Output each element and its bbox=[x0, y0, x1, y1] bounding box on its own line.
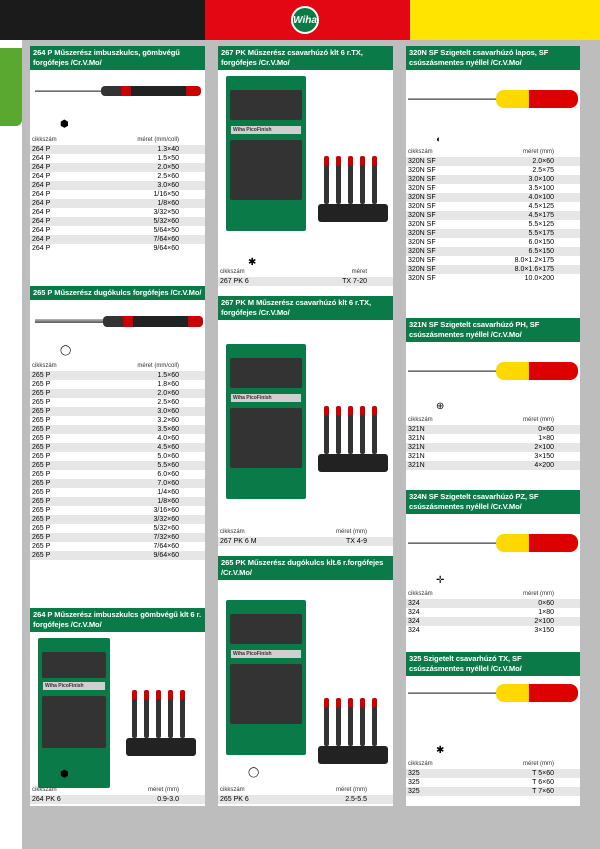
flat-screwdriver-image bbox=[408, 90, 578, 108]
table-row bbox=[30, 163, 205, 172]
cell-size: 4.5×175 bbox=[528, 212, 554, 219]
cell-code: 265 P bbox=[32, 390, 51, 397]
table-row bbox=[30, 488, 205, 497]
table-row bbox=[406, 211, 580, 220]
cell-size: 5.5×175 bbox=[528, 230, 554, 237]
cell-code: 264 P bbox=[32, 236, 51, 243]
section-324n bbox=[406, 490, 580, 514]
table-row bbox=[406, 166, 580, 175]
cell-size: 3/32×50 bbox=[153, 209, 179, 216]
cell-size: 1.5×50 bbox=[157, 155, 179, 162]
table-row bbox=[406, 175, 580, 184]
cell-code: 324 bbox=[408, 600, 420, 607]
cell-code: 265 P bbox=[32, 552, 51, 559]
side-tab bbox=[0, 48, 22, 126]
table-267pkm bbox=[218, 528, 393, 546]
section-title: 267 PK Műszerész csavarhúzó klt 6 r.TX, forgófejes /Cr.V.Mo/ bbox=[218, 46, 393, 70]
table-row bbox=[30, 497, 205, 506]
cell-code: 264 P bbox=[32, 227, 51, 234]
cell-size: 10.0×200 bbox=[524, 275, 554, 282]
table-row bbox=[218, 537, 393, 546]
cell-code: 265 P bbox=[32, 453, 51, 460]
section-325 bbox=[406, 652, 580, 676]
table-row bbox=[30, 208, 205, 217]
section-title: 264 P Műszerész imbuszkulcs gömbvégű klt 6 r. forgófejes /Cr.V.Mo/ bbox=[30, 608, 205, 632]
cell-code: 265 P bbox=[32, 444, 51, 451]
cell-size: 2.5×75 bbox=[532, 167, 554, 174]
section-321n bbox=[406, 318, 580, 342]
table-header: cikkszám méret (mm) bbox=[408, 149, 554, 155]
table-row bbox=[30, 425, 205, 434]
cell-code: 264 P bbox=[32, 191, 51, 198]
cell-code: 265 P bbox=[32, 480, 51, 487]
table-row bbox=[406, 202, 580, 211]
cell-size: 5/32×60 bbox=[153, 218, 179, 225]
torx-symbol-icon: ✱ bbox=[248, 257, 257, 268]
table-row bbox=[406, 274, 580, 283]
table-row bbox=[406, 247, 580, 256]
cell-size: 3.0×60 bbox=[157, 408, 179, 415]
cell-code: 320N SF bbox=[408, 158, 436, 165]
table-header: cikkszám méret (mm) bbox=[408, 417, 554, 423]
column-3 bbox=[406, 46, 580, 806]
cell-code: 320N SF bbox=[408, 203, 436, 210]
table-row bbox=[406, 193, 580, 202]
table-row bbox=[406, 617, 580, 626]
cell-code: 265 P bbox=[32, 426, 51, 433]
cell-code: 321N bbox=[408, 444, 425, 451]
phillips-symbol-icon: ⊕ bbox=[436, 401, 445, 412]
table-row bbox=[30, 181, 205, 190]
cell-size: 2.0×60 bbox=[157, 390, 179, 397]
table-324n bbox=[406, 590, 580, 635]
circle-symbol-icon: ◯ bbox=[248, 767, 260, 778]
table-row bbox=[406, 608, 580, 617]
section-title: 324N SF Szigetelt csavarhúzó PZ, SF csúszásmentes nyéllel /Cr.V.Mo/ bbox=[406, 490, 580, 514]
table-row bbox=[30, 524, 205, 533]
cell-size: TX 7-20 bbox=[342, 278, 367, 285]
table-row bbox=[30, 452, 205, 461]
cell-size: 2.5×60 bbox=[157, 399, 179, 406]
hex-symbol-icon: ⬢ bbox=[60, 769, 69, 780]
cell-size: 2×100 bbox=[534, 618, 554, 625]
kit-267pk-image: Wiha PicoFinish bbox=[226, 76, 391, 236]
table-row bbox=[406, 461, 580, 470]
cell-code: 324 bbox=[408, 627, 420, 634]
torx-screwdriver-image bbox=[408, 684, 578, 702]
cell-code: 320N SF bbox=[408, 194, 436, 201]
cell-size: 3.0×100 bbox=[528, 176, 554, 183]
table-row bbox=[30, 434, 205, 443]
cell-size: 1.8×60 bbox=[157, 381, 179, 388]
cell-size: 4.5×125 bbox=[528, 203, 554, 210]
cell-code: 265 P bbox=[32, 498, 51, 505]
section-title: 325 Szigetelt csavarhúzó TX, SF csúszásmentes nyéllel /Cr.V.Mo/ bbox=[406, 652, 580, 676]
cell-size: 3/32×60 bbox=[153, 516, 179, 523]
section-265pk bbox=[218, 556, 393, 580]
pozidriv-symbol-icon: ✛ bbox=[436, 575, 445, 586]
table-row bbox=[30, 795, 205, 804]
cell-size: 3.0×60 bbox=[157, 182, 179, 189]
section-265p bbox=[30, 286, 205, 300]
cell-size: 9/64×60 bbox=[153, 245, 179, 252]
table-row bbox=[30, 506, 205, 515]
table-row bbox=[30, 235, 205, 244]
section-320n bbox=[406, 46, 580, 70]
cell-code: 324 bbox=[408, 609, 420, 616]
column-2 bbox=[218, 46, 393, 806]
cell-size: 8.0×1.2×175 bbox=[514, 257, 554, 264]
cell-size: 0.9-3.0 bbox=[157, 796, 179, 803]
circle-symbol-icon: ◯ bbox=[60, 345, 72, 356]
table-row bbox=[30, 190, 205, 199]
cell-code: 265 P bbox=[32, 372, 51, 379]
cell-code: 265 P bbox=[32, 399, 51, 406]
cell-code: 265 P bbox=[32, 408, 51, 415]
table-row bbox=[406, 626, 580, 635]
table-row bbox=[406, 599, 580, 608]
cell-code: 265 P bbox=[32, 516, 51, 523]
section-267pk bbox=[218, 46, 393, 70]
cell-code: 265 P bbox=[32, 534, 51, 541]
cell-size: 1.3×40 bbox=[157, 146, 179, 153]
cell-code: 265 P bbox=[32, 462, 51, 469]
cell-size: 4×200 bbox=[534, 462, 554, 469]
table-row bbox=[218, 277, 393, 286]
cell-size: 6.0×150 bbox=[528, 239, 554, 246]
cell-code: 265 P bbox=[32, 525, 51, 532]
cell-code: 264 P bbox=[32, 209, 51, 216]
cell-size: T 5×60 bbox=[532, 770, 554, 777]
table-row bbox=[30, 407, 205, 416]
cell-code: 264 PK 6 bbox=[32, 796, 61, 803]
cell-code: 320N SF bbox=[408, 248, 436, 255]
table-row bbox=[406, 265, 580, 274]
cell-size: 5/32×60 bbox=[153, 525, 179, 532]
hex-symbol-icon: ⬢ bbox=[60, 119, 69, 130]
cell-size: 8.0×1.6×175 bbox=[514, 266, 554, 273]
table-row bbox=[30, 154, 205, 163]
cell-code: 320N SF bbox=[408, 167, 436, 174]
table-row bbox=[406, 256, 580, 265]
table-row bbox=[30, 470, 205, 479]
cell-size: T 7×60 bbox=[532, 788, 554, 795]
table-row bbox=[30, 533, 205, 542]
table-header: cikkszám méret (mm) bbox=[408, 591, 554, 597]
table-row bbox=[218, 795, 393, 804]
cell-size: 1/4×60 bbox=[157, 489, 179, 496]
table-row bbox=[30, 199, 205, 208]
table-row bbox=[30, 380, 205, 389]
cell-size: 4.0×100 bbox=[528, 194, 554, 201]
cell-code: 320N SF bbox=[408, 275, 436, 282]
cell-code: 325 bbox=[408, 788, 420, 795]
table-264pk bbox=[30, 786, 205, 804]
cell-code: 320N SF bbox=[408, 212, 436, 219]
cell-size: 6.5×150 bbox=[528, 248, 554, 255]
section-267pkm bbox=[218, 296, 393, 320]
table-row bbox=[406, 778, 580, 787]
table-row bbox=[406, 238, 580, 247]
cell-code: 265 P bbox=[32, 435, 51, 442]
table-row bbox=[406, 769, 580, 778]
cell-size: 0×60 bbox=[538, 600, 554, 607]
cell-code: 320N SF bbox=[408, 221, 436, 228]
pozidriv-screwdriver-image bbox=[408, 534, 578, 552]
cell-size: 5/64×50 bbox=[153, 227, 179, 234]
table-row bbox=[30, 145, 205, 154]
cell-code: 321N bbox=[408, 462, 425, 469]
table-row bbox=[30, 443, 205, 452]
cell-size: 1/16×50 bbox=[153, 191, 179, 198]
cell-code: 321N bbox=[408, 426, 425, 433]
cell-size: 0×60 bbox=[538, 426, 554, 433]
hex-screwdriver-image bbox=[35, 86, 203, 96]
section-264p bbox=[30, 46, 205, 70]
cell-size: 2.5-5.5 bbox=[345, 796, 367, 803]
cell-code: 265 P bbox=[32, 507, 51, 514]
cell-code: 320N SF bbox=[408, 266, 436, 273]
cell-size: 3.5×60 bbox=[157, 426, 179, 433]
table-265p bbox=[30, 362, 205, 560]
cell-size: 7.0×60 bbox=[157, 480, 179, 487]
section-title: 321N SF Szigetelt csavarhúzó PH, SF csúszásmentes nyéllel /Cr.V.Mo/ bbox=[406, 318, 580, 342]
cell-code: 264 P bbox=[32, 182, 51, 189]
cell-code: 265 P bbox=[32, 543, 51, 550]
table-row bbox=[30, 416, 205, 425]
cell-size: 4.0×60 bbox=[157, 435, 179, 442]
table-row bbox=[406, 229, 580, 238]
cell-size: 5.5×60 bbox=[157, 462, 179, 469]
section-title: 320N SF Szigetelt csavarhúzó lapos, SF csúszásmentes nyéllel /Cr.V.Mo/ bbox=[406, 46, 580, 70]
cell-size: 5.0×60 bbox=[157, 453, 179, 460]
table-row bbox=[406, 787, 580, 796]
table-row bbox=[30, 461, 205, 470]
cell-code: 264 P bbox=[32, 173, 51, 180]
cell-code: 325 bbox=[408, 770, 420, 777]
cell-size: 1/8×60 bbox=[157, 498, 179, 505]
cell-size: 4.5×60 bbox=[157, 444, 179, 451]
table-row bbox=[406, 452, 580, 461]
torx-symbol-icon: ✱ bbox=[436, 745, 445, 756]
cell-code: 264 P bbox=[32, 155, 51, 162]
table-header: cikkszám méret (mm/coll) bbox=[32, 363, 179, 369]
header-band-yellow bbox=[410, 0, 600, 40]
table-row bbox=[30, 479, 205, 488]
cell-size: 1×80 bbox=[538, 609, 554, 616]
cell-size: 9/64×60 bbox=[153, 552, 179, 559]
table-row bbox=[30, 398, 205, 407]
cell-code: 265 P bbox=[32, 471, 51, 478]
section-264pk bbox=[30, 608, 205, 632]
kit-264pk-image: Wiha PicoFinish bbox=[38, 638, 198, 798]
phillips-screwdriver-image bbox=[408, 362, 578, 380]
cell-size: 3×150 bbox=[534, 627, 554, 634]
cell-code: 265 P bbox=[32, 381, 51, 388]
section-title: 267 PK M Műszerész csavarhúzó klt 6 r.TX, forgófejes /Cr.V.Mo/ bbox=[218, 296, 393, 320]
section-title: 265 P Műszerész dugókulcs forgófejes /Cr.V.Mo/ bbox=[30, 286, 205, 300]
cell-size: 5.5×125 bbox=[528, 221, 554, 228]
table-row bbox=[406, 157, 580, 166]
table-320n bbox=[406, 148, 580, 283]
cell-code: 320N SF bbox=[408, 239, 436, 246]
cell-size: TX 4-9 bbox=[345, 538, 367, 545]
cell-code: 320N SF bbox=[408, 176, 436, 183]
table-row bbox=[406, 220, 580, 229]
table-265pk bbox=[218, 786, 393, 804]
cell-size: 3.5×100 bbox=[528, 185, 554, 192]
cell-size: 7/64×60 bbox=[153, 543, 179, 550]
cell-code: 267 PK 6 M bbox=[220, 538, 257, 545]
table-header: cikkszám méret (mm) bbox=[408, 761, 554, 767]
table-row bbox=[406, 434, 580, 443]
cell-code: 264 P bbox=[32, 164, 51, 171]
cell-code: 264 P bbox=[32, 218, 51, 225]
table-row bbox=[30, 217, 205, 226]
cell-size: 1.5×60 bbox=[157, 372, 179, 379]
section-title: 264 P Műszerész imbuszkulcs, gömbvégű forgófejes /Cr.V.Mo/ bbox=[30, 46, 205, 70]
cell-code: 320N SF bbox=[408, 185, 436, 192]
table-header: cikkszám méret (mm) bbox=[32, 787, 179, 793]
table-row bbox=[406, 184, 580, 193]
cell-code: 265 P bbox=[32, 489, 51, 496]
cell-size: 2×100 bbox=[534, 444, 554, 451]
column-1 bbox=[30, 46, 205, 806]
cell-code: 321N bbox=[408, 435, 425, 442]
table-header: cikkszám méret (mm/coll) bbox=[32, 137, 179, 143]
table-row bbox=[406, 443, 580, 452]
table-header: cikkszám méret bbox=[220, 269, 367, 275]
cell-code: 320N SF bbox=[408, 257, 436, 264]
table-264p bbox=[30, 136, 205, 253]
cell-code: 320N SF bbox=[408, 230, 436, 237]
table-row bbox=[30, 551, 205, 560]
table-row bbox=[30, 515, 205, 524]
cell-size: 2.0×60 bbox=[532, 158, 554, 165]
cell-code: 265 PK 6 bbox=[220, 796, 249, 803]
table-row bbox=[30, 172, 205, 181]
cell-size: 7/32×60 bbox=[153, 534, 179, 541]
table-header: cikkszám méret (mm) bbox=[220, 529, 367, 535]
brand-logo-box bbox=[282, 0, 328, 40]
cell-size: T 6×60 bbox=[532, 779, 554, 786]
table-row bbox=[30, 226, 205, 235]
nut-driver-image bbox=[35, 316, 203, 326]
cell-size: 6.0×60 bbox=[157, 471, 179, 478]
table-row bbox=[406, 425, 580, 434]
cell-code: 264 P bbox=[32, 200, 51, 207]
table-row bbox=[30, 389, 205, 398]
cell-size: 3/16×60 bbox=[153, 507, 179, 514]
cell-size: 3.2×60 bbox=[157, 417, 179, 424]
wiha-logo: Wiha bbox=[291, 6, 319, 34]
cell-size: 3×150 bbox=[534, 453, 554, 460]
section-title: 265 PK Műszerész dugókulcs klt.6 r.forgófejes /Cr.V.Mo/ bbox=[218, 556, 393, 580]
cell-code: 264 P bbox=[32, 146, 51, 153]
table-header: cikkszám méret (mm) bbox=[220, 787, 367, 793]
cell-code: 267 PK 6 bbox=[220, 278, 249, 285]
table-267pk bbox=[218, 268, 393, 286]
cell-size: 1×80 bbox=[538, 435, 554, 442]
table-321n bbox=[406, 416, 580, 470]
cell-size: 1/8×60 bbox=[157, 200, 179, 207]
table-row bbox=[30, 244, 205, 253]
slot-symbol-icon: ◐ bbox=[436, 134, 442, 144]
header-band-dark bbox=[0, 0, 205, 40]
cell-code: 324 bbox=[408, 618, 420, 625]
cell-code: 265 P bbox=[32, 417, 51, 424]
table-325 bbox=[406, 760, 580, 796]
cell-size: 2.0×50 bbox=[157, 164, 179, 171]
cell-code: 264 P bbox=[32, 245, 51, 252]
cell-size: 2.5×60 bbox=[157, 173, 179, 180]
kit-265pk-image: Wiha PicoFinish bbox=[226, 600, 391, 760]
cell-code: 325 bbox=[408, 779, 420, 786]
kit-267pkm-image: Wiha PicoFinish bbox=[226, 344, 391, 504]
table-row bbox=[30, 371, 205, 380]
cell-code: 321N bbox=[408, 453, 425, 460]
table-row bbox=[30, 542, 205, 551]
cell-size: 7/64×60 bbox=[153, 236, 179, 243]
